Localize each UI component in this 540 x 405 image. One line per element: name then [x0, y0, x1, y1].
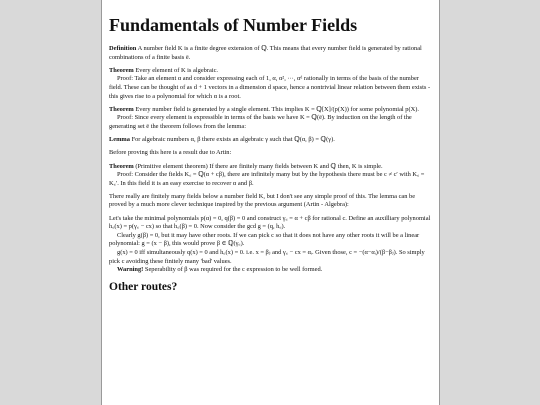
proof-text: Proof: Since every element is expressible in terms of the basis we have K = ℚ(ē). By induction on the length of the generating set ē the theorem follows from the lemma:: [109, 114, 412, 130]
lemma-block: [109, 136, 432, 145]
theorem-block: [109, 106, 432, 132]
paragraph-text: Let's take the minimal polynomials p(α) = 0, q(β) = 0 and construct γ꜀ = α + cβ for rational c. Define an auxilliary polynomial h꜀(x) = p(γ꜀ − cx) so that h꜀(β) = 0. Now consider the gcd g = (q, h꜀).: [109, 214, 431, 231]
proof-text: Proof: Take an element α and consider expressing each of 1, α, α², ···, αᵈ rationally in terms of the basis of the number field. These can be thought of as d + 1 vectors in a dimension d space, hence a nontrivial linear relation between them exists - this gives rise to a polynomial for which α is a root.: [109, 75, 431, 100]
block-text: Every number field is generated by a single element. This implies K = ℚ[X]/(p(X)) for some polynomial p(X).: [135, 105, 419, 113]
proof-text: Proof: Consider the fields K꜀ = ℚ(α + cβ), there are infinitely many but by the hypothesis there must be c ≠ c′ with K꜀ = K꜀′. In this field it is an easy exercise to recover α and β.: [109, 171, 425, 187]
section-heading: Other routes?: [109, 280, 178, 293]
paragraph-text: Clearly g(β) = 0, but it may have other roots. If we can pick c so that it does not have any other roots it will be a linear polynomial: g = (x − β), this would prove β ∈ ℚ(γ꜀).: [109, 231, 420, 248]
block-label: Theorem: [109, 105, 134, 113]
theorem-block: [109, 67, 432, 101]
paragraph-text: Before proving this here is a result due to Artin:: [109, 149, 232, 157]
block-label: Lemma: [109, 136, 130, 144]
block-text: For algebraic numbers α, β there exists an algebraic γ such that ℚ(α, β) = ℚ(γ).: [131, 136, 335, 144]
page-title: Fundamentals of Number Fields: [109, 15, 358, 35]
paragraph: [109, 193, 432, 210]
warning-text: [109, 266, 432, 275]
block-label: Theorem: [109, 162, 134, 170]
document-page: [101, 0, 440, 405]
paragraph-text: g(x) = 0 iff simultaneously q(x) = 0 and h꜀(x) = 0. i.e. x = βⱼ and γ꜀ − cx = αᵢ. Given those, c = −(α−αᵢ)/(β−βⱼ). So simply pick c avoiding these finitely many 'bad' values.: [109, 249, 425, 265]
warning-body: Seperability of β was required for the c expression to be well formed.: [144, 266, 323, 274]
block-text: (Primitive element theorem) If there are finitely many fields between K and ℚ then, K is simple.: [135, 162, 383, 170]
warning-label: Warning!: [117, 266, 144, 274]
block-text: A number field K is a finite degree extension of ℚ. This means that every number field is generated by rational combinations of a finite basis ē.: [109, 45, 422, 61]
block-text: Every element of K is algebraic.: [135, 66, 219, 74]
paragraph: [109, 149, 432, 158]
definition-block: [109, 45, 432, 62]
proof-paragraph: [109, 215, 432, 275]
paragraph-text: There really are finitely many fields below a number field K, but I don't see any simple proof of this. The lemma can be proved by a much more clever technique inspired by the previous argument (Artin - Algebra):: [109, 192, 416, 209]
theorem-block: [109, 163, 432, 189]
block-label: Theorem: [109, 66, 134, 74]
block-label: Definition: [109, 45, 137, 52]
